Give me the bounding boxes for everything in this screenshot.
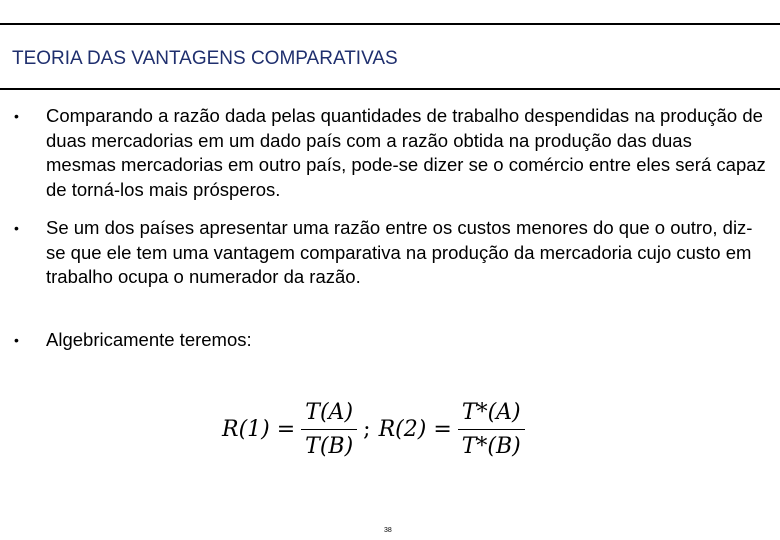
r1-label: R(1) = <box>222 417 296 442</box>
r1-fraction <box>301 400 357 459</box>
top-rule <box>0 23 780 25</box>
ratio-formula <box>222 400 531 459</box>
r2-denominator: T*(B) <box>461 434 521 459</box>
r2-numerator: T*(A) <box>461 400 521 425</box>
page-number: 38 <box>384 527 392 534</box>
bullet-text: Se um dos países apresentar uma razão entre os custos menores do que o outro, diz-se que ele tem uma vantagem comparativa na produção da mercadoria cujo custo em trabalho ocupa o numerador da razão. <box>46 217 753 287</box>
slide-title: TEORIA DAS VANTAGENS COMPARATIVAS <box>12 48 398 69</box>
bullet-text: Comparando a razão dada pelas quantidades de trabalho despendidas na produção de duas mercadorias em um dado país com a razão obtida na produção das duas mesmas mercadorias em outro país, pode-se dizer se o comércio entre eles será capaz de torná-los mais prósperos. <box>46 105 766 200</box>
r2-label: R(2) = <box>378 417 452 442</box>
r1-denominator: T(B) <box>305 434 354 459</box>
bullet-dot-icon: • <box>14 108 19 124</box>
r1-numerator: T(A) <box>305 400 354 425</box>
r2-fraction <box>458 400 525 459</box>
bullet-dot-icon: • <box>14 220 19 236</box>
bullet-dot-icon: • <box>14 332 19 348</box>
title-underline-rule <box>0 88 780 90</box>
bullet-text: Algebricamente teremos: <box>46 329 252 350</box>
formula-separator: ; <box>363 417 371 442</box>
